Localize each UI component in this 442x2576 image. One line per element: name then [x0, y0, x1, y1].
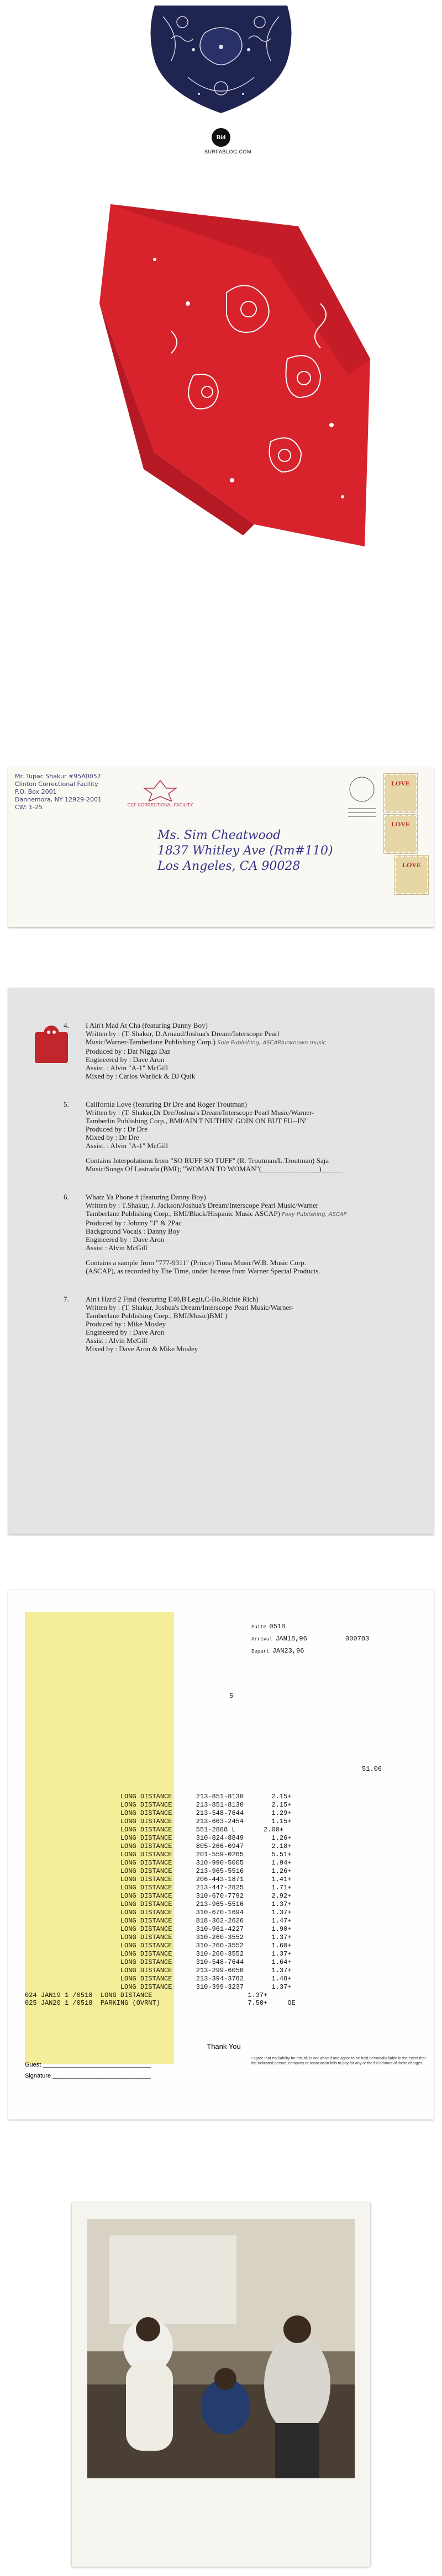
ledger-row: LONG DISTANCE 213-447-2825 1.71+	[120, 1884, 292, 1892]
ledger-row: 025 JAN20 1 /0518 PARKING (OVRNT) 7.50+ OE	[25, 1999, 296, 2007]
guest-line: Guest ________________________________	[25, 2062, 151, 2068]
ledger-row: 024 JAN19 1 /0518 LONG DISTANCE 1.37+	[25, 1991, 268, 1999]
ledger-row: LONG DISTANCE 310-548-7644 1.64+	[120, 1958, 292, 1966]
ledger-row: LONG DISTANCE 213-394-3782 1.48+	[120, 1975, 292, 1983]
site-logo	[204, 128, 252, 167]
nights-count: 5	[229, 1692, 234, 1700]
ledger-row: LONG DISTANCE 310-670-1694 1.37+	[120, 1909, 292, 1916]
ledger-row: LONG DISTANCE 818-362-2626 1.47+	[120, 1917, 292, 1925]
logo-mark: Bid	[212, 128, 230, 147]
ledger-row: LONG DISTANCE 310-399-3237 1.37+	[120, 1983, 292, 1991]
track-entry: 6. Whatz Ya Phone # (featuring Danny Boy) Written by : T.Shakur, J. Jackson/Joshua's Dream/Interscope Pearl Music/Warner Tamberlane Publishing Corp., BMI/Black/Hispanic Music ASCAP) Foxy Publishing, ASCAP Produced by : Johnny "J" & 2Pac Background Vocals : Danny Boy Engineered by : Dave Aron Assist : Alvin McGill Contains a sample from "777-9311" (Prince) Tiona Music/W.B. Music Corp. (ASCAP), as recorded by The Time, under license from Warner Special Products.	[64, 1193, 347, 1275]
love-stamp: LOVE	[395, 856, 428, 894]
love-stamp: LOVE	[384, 815, 417, 853]
love-stamp: LOVE	[384, 774, 417, 812]
ledger-row: LONG DISTANCE 310-670-7792 2.92+	[120, 1892, 292, 1900]
ledger-row: LONG DISTANCE 310-961-4227 1.90+	[120, 1925, 292, 1933]
ledger-row: LONG DISTANCE 201-559-0265 5.51+	[120, 1851, 292, 1858]
ledger-row: LONG DISTANCE 551-2888 L 2.00+	[120, 1826, 284, 1834]
balance-total: 51.06	[362, 1765, 382, 1773]
ledger-row: LONG DISTANCE 310-260-3552 1.37+	[120, 1950, 292, 1958]
thank-you-text: Thank You	[207, 2042, 241, 2051]
postmark-stamp: CCF CORRECTIONAL FACILITY	[119, 779, 202, 812]
arrival-date: Arrival JAN18,96	[251, 1635, 307, 1643]
final-charge-rows	[25, 1991, 296, 2007]
ledger-row: LONG DISTANCE 213-663-2454 1.15+	[120, 1818, 292, 1825]
ledger-row: LONG DISTANCE 805-266-0947 2.18+	[120, 1842, 292, 1850]
signature-line: Signature _____________________________	[25, 2073, 151, 2079]
ledger-row: LONG DISTANCE 213-965-5516 1.26+	[120, 1867, 292, 1875]
ledger-row: LONG DISTANCE 310-824-8849 1.26+	[120, 1834, 292, 1842]
ledger-row: LONG DISTANCE 206-443-1871 1.41+	[120, 1876, 292, 1883]
track-entry: 5. California Love (featuring Dr Dre and Roger Troutman) Written by : (T. Shakur,Dr Dre/Joshua's Dream/Interscope Pearl Music/Warner- Tamberlin Publishing Corp., BMI/AIN'T NUTHIN' GOIN ON BUT FU--IN" Produced by : Dr Dre Mixed by : Dr Dre Assist. : Alvin "A-1" McGill Contains Interpolations from "SO RUFF SO TUFF" (R. Troutman/L.Troutman) Saja Music/Songs Of Lastrada (BMI); "WOMAN TO WOMAN"(________________)______	[64, 1100, 343, 1173]
red-bandana-image	[88, 193, 376, 552]
ledger-row: LONG DISTANCE 310-260-3552 1.37+	[120, 1934, 292, 1941]
group-photo-image	[87, 2219, 355, 2478]
ledger-row: LONG DISTANCE 213-548-7644 1.29+	[120, 1809, 292, 1817]
departure-date: Depart JAN23,96	[251, 1647, 304, 1655]
ledger-rows	[25, 1793, 292, 1991]
return-address: Mr. Tupac Shakur #95A0057 Clinton Correctional Facility P.O. Box 2001 Dannemora, NY 12929-2001 CW: 1-25	[15, 773, 102, 811]
navy-bandana-image	[138, 0, 304, 116]
room-number: Suite 0518	[251, 1623, 286, 1630]
ledger-row: LONG DISTANCE 310-260-3552 1.60+	[120, 1942, 292, 1950]
ledger-row: LONG DISTANCE 310-990-5005 1.94+	[120, 1859, 292, 1867]
ledger-row: LONG DISTANCE 213-851-8130 2.15+	[120, 1801, 292, 1809]
track-list-document	[8, 988, 434, 1534]
logo-caption: SURFABLOG.COM	[204, 149, 252, 155]
folio-number: 000783	[345, 1635, 370, 1643]
ledger-row: LONG DISTANCE 213-965-5516 1.37+	[120, 1900, 292, 1908]
track-list	[64, 1021, 417, 1365]
ledger-row: LONG DISTANCE 213-851-8130 2.15+	[120, 1793, 292, 1800]
ledger-row: LONG DISTANCE 213-299-6050 1.37+	[120, 1967, 292, 1974]
track-entry: 4. I Ain't Mad At Cha (featuring Danny Boy) Written by : (T. Shakur, D.Arnaud/Joshua's Dream/Interscope Pearl Music/Warner-Tamberlane Publishing Corp.) Sole Publishing, ASCAP/unknown music Produced by : Dat Nigga Daz Engineered by : Dave Aron Assist. : Alvin "A-1" McGill Mixed by : Carlos Warlick & DJ Quik	[64, 1021, 327, 1080]
track-entry: 7. Ain't Hard 2 Find (featuring E40,B'Legit,C-Bo,Richie Rich) Written by : (T. Shakur, Joshua's Dream/Interscope Pearl Music/Warner- Tamberlane Publishing Corp., BMI/Music)BMI ) Produced by : Mike Mosley Engineered by : Dave Aron Assist : Alvin McGill Mixed by : Dave Aron & Mike Mosley	[64, 1295, 294, 1353]
polaroid-photo	[72, 2202, 370, 2567]
envelope	[8, 767, 434, 927]
cancellation-mark	[345, 773, 378, 828]
hotel-invoice	[8, 1590, 434, 2120]
recipient-address: Ms. Sim Cheatwood 1837 Whitley Ave (Rm#110) Los Angeles, CA 90028	[157, 828, 333, 873]
disclaimer-text: I agree that my liability for this bill is not waived and agree to be held personally liable in the event that the indicated person, company or association fails to pay for any or the full amount of these charges.	[251, 2057, 426, 2065]
